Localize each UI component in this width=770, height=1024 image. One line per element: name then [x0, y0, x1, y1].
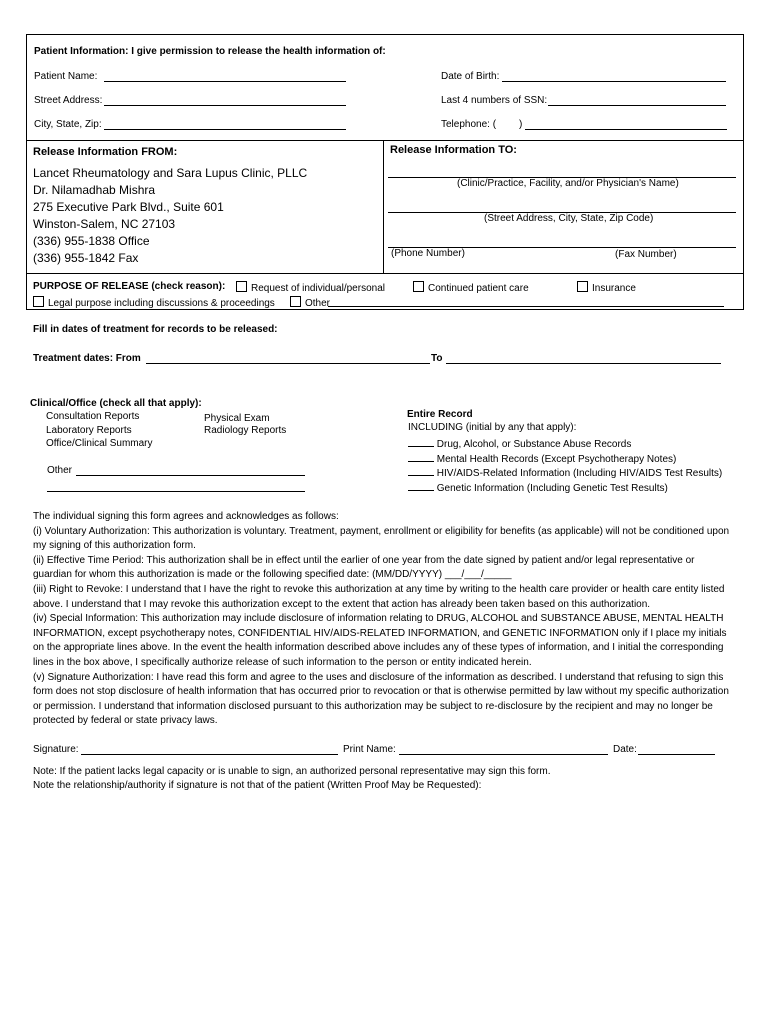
- agreement-line-5: (iii) Right to Revoke: I understand that I have the right to revoke this authorization at any time by writing to the health care provider or health care entity listed: [33, 583, 725, 595]
- agreement-line-10: lines in the box above, I specifically authorize release of such information to the person or entity indicated herein.: [33, 656, 532, 668]
- checkbox-legal[interactable]: [33, 296, 44, 307]
- treatment-from-field[interactable]: [146, 363, 430, 364]
- clinical-other-field[interactable]: [76, 475, 305, 476]
- agreement-line-13: or permission. I understand that information disclosed pursuant to this authorization may be subject to re-disclosure by the recipient and may no longer be: [33, 700, 713, 712]
- patient-heading: Patient Information: I give permission to release the health information of:: [34, 46, 386, 57]
- agreement-line-8: INFORMATION, except psychotherapy notes, CONFIDENTIAL HIV/AIDS-RELATED INFORMATION, and GENETIC INFORMATION only if I place my initials: [33, 627, 727, 639]
- agreement-text: [33, 510, 739, 729]
- note-relationship: Note the relationship/authority if signature is not that of the patient (Written Proof May be Requested):: [33, 780, 482, 791]
- purpose-other-label: Other: [305, 298, 331, 309]
- phone-caption: (Phone Number): [391, 248, 465, 259]
- dob-field[interactable]: [502, 81, 726, 82]
- release-from-heading: Release Information FROM:: [33, 146, 178, 158]
- note-legal-capacity: Note: If the patient lacks legal capacity or is unable to sign, an authorized personal representative may sign this form.: [33, 766, 551, 777]
- ssn-label: Last 4 numbers of SSN:: [441, 95, 548, 106]
- purpose-insurance-option[interactable]: [577, 281, 636, 294]
- from-line-4: Winston-Salem, NC 27103: [33, 217, 176, 231]
- agreement-line-12: form does not stop disclosure of health information that has occurred prior to revocation or that is otherwise permitted by law without my specific authorization: [33, 686, 729, 698]
- divider-patient: [26, 140, 743, 141]
- radiology-reports-option[interactable]: Radiology Reports: [204, 425, 287, 436]
- from-line-5: (336) 955-1838 Office: [33, 234, 150, 248]
- clinical-other-label: Other: [47, 465, 73, 476]
- hiv-aids-label: HIV/AIDS-Related Information (Including HIV/AIDS Test Results): [436, 468, 723, 479]
- from-line-6: (336) 955-1842 Fax: [33, 251, 139, 265]
- agreement-line-4: guardian for whom this authorization is made or the following specified date: (MM/DD/YYYY) ___/___/_____: [33, 569, 512, 581]
- signature-field[interactable]: [81, 754, 338, 755]
- mental-health-item: [408, 451, 676, 465]
- agreement-line-9: on the appropriate lines above. In the event the health information described above includes any of these types of information, and I initial the corresponding: [33, 642, 724, 654]
- from-line-1: Lancet Rheumatology and Sara Lupus Clinic, PLLC: [33, 166, 308, 180]
- treatment-to-label: To: [431, 353, 443, 364]
- consultation-reports-option[interactable]: Consultation Reports: [46, 411, 140, 422]
- checkbox-continued-care[interactable]: [413, 281, 424, 292]
- patient-name-field[interactable]: [104, 81, 346, 82]
- genetic-initial[interactable]: [408, 480, 434, 491]
- drug-alcohol-item: [408, 436, 631, 450]
- street-label: Street Address:: [34, 95, 103, 106]
- agreement-line-11: (v) Signature Authorization: I have read this form and agree to the uses and disclosure of the information as described. I understand that refusing to sign this: [33, 671, 724, 683]
- office-summary-option[interactable]: Office/Clinical Summary: [46, 438, 153, 449]
- agreement-line-2: my signing of this authorization form.: [33, 540, 196, 552]
- agreement-line-6: above. I understand that I may revoke this authorization except to the extent that action has already been taken based on this authorization.: [33, 598, 651, 610]
- purpose-continued-care-option[interactable]: [413, 281, 529, 294]
- city-label: City, State, Zip:: [34, 119, 102, 130]
- purpose-other-field[interactable]: [328, 306, 724, 307]
- city-field[interactable]: [104, 129, 346, 130]
- mental-health-initial[interactable]: [408, 451, 434, 462]
- telephone-label: Telephone: (: [441, 119, 497, 130]
- from-line-2: Dr. Nilamadhab Mishra: [33, 183, 156, 197]
- street-field[interactable]: [104, 105, 346, 106]
- checkbox-insurance[interactable]: [577, 281, 588, 292]
- date-field[interactable]: [638, 754, 715, 755]
- hiv-aids-item: [408, 465, 722, 479]
- genetic-item: [408, 480, 668, 494]
- patient-name-label: Patient Name:: [34, 71, 98, 82]
- drug-alcohol-initial[interactable]: [408, 436, 434, 447]
- agreement-line-7: (iv) Special Information: This authorization may include disclosure of information relating to DRUG, ALCOHOL and SUBSTANCE ABUSE, MENTAL HEALTH: [33, 613, 724, 625]
- treatment-to-field[interactable]: [446, 363, 721, 364]
- laboratory-reports-option[interactable]: Laboratory Reports: [46, 425, 132, 436]
- purpose-legal-option[interactable]: [33, 296, 275, 309]
- agreement-line-14: protected by federal or state privacy laws.: [33, 715, 218, 727]
- date-label: Date:: [613, 744, 637, 755]
- clinical-heading: Clinical/Office (check all that apply):: [30, 398, 202, 409]
- purpose-insurance-label: Insurance: [592, 283, 636, 294]
- signature-label: Signature:: [33, 744, 79, 755]
- telephone-field[interactable]: [525, 129, 727, 130]
- address-caption: (Street Address, City, State, Zip Code): [484, 213, 654, 224]
- agreement-line-3: (ii) Effective Time Period: This authorization shall be in effect until the earlier of one year from the date signed by patient and/or legal representative or: [33, 554, 695, 566]
- divider-purpose: [26, 273, 743, 274]
- release-to-heading: Release Information TO:: [390, 144, 517, 156]
- purpose-label: PURPOSE OF RELEASE (check reason):: [33, 281, 226, 292]
- ssn-field[interactable]: [548, 105, 726, 106]
- agreement-line-1: (i) Voluntary Authorization: This authorization is voluntary. Treatment, payment, enrollment or eligibility for benefits (as applicable) will not be conditioned upon: [33, 525, 730, 537]
- purpose-other-option[interactable]: [290, 296, 330, 309]
- clinical-other-field-2[interactable]: [47, 491, 305, 492]
- dob-label: Date of Birth:: [441, 71, 500, 82]
- checkbox-other[interactable]: [290, 296, 301, 307]
- divider-from-to: [383, 140, 384, 273]
- treatment-from-label: Treatment dates: From: [33, 353, 141, 364]
- agreement-intro: The individual signing this form agrees and acknowledges as follows:: [33, 511, 339, 522]
- fill-dates-heading: Fill in dates of treatment for records to be released:: [33, 324, 278, 335]
- purpose-individual-option[interactable]: [236, 281, 385, 294]
- mental-health-label: Mental Health Records (Except Psychotherapy Notes): [436, 454, 677, 465]
- purpose-legal-label: Legal purpose including discussions & proceedings: [48, 298, 275, 309]
- drug-alcohol-label: Drug, Alcohol, or Substance Abuse Records: [436, 439, 632, 450]
- checkbox-individual[interactable]: [236, 281, 247, 292]
- from-line-3: 275 Executive Park Blvd., Suite 601: [33, 200, 224, 214]
- telephone-close: ): [519, 119, 523, 130]
- genetic-label: Genetic Information (Including Genetic Test Results): [436, 483, 668, 494]
- physical-exam-option[interactable]: Physical Exam: [204, 413, 270, 424]
- print-name-field[interactable]: [399, 754, 608, 755]
- fax-caption: (Fax Number): [615, 249, 677, 260]
- purpose-continued-care-label: Continued patient care: [428, 283, 529, 294]
- entire-record-including: INCLUDING (initial by any that apply):: [408, 422, 577, 433]
- purpose-individual-label: Request of individual/personal: [251, 283, 385, 294]
- entire-record-heading: Entire Record: [407, 409, 473, 420]
- clinic-caption: (Clinic/Practice, Facility, and/or Physician's Name): [457, 178, 679, 189]
- hiv-aids-initial[interactable]: [408, 465, 434, 476]
- print-name-label: Print Name:: [343, 744, 396, 755]
